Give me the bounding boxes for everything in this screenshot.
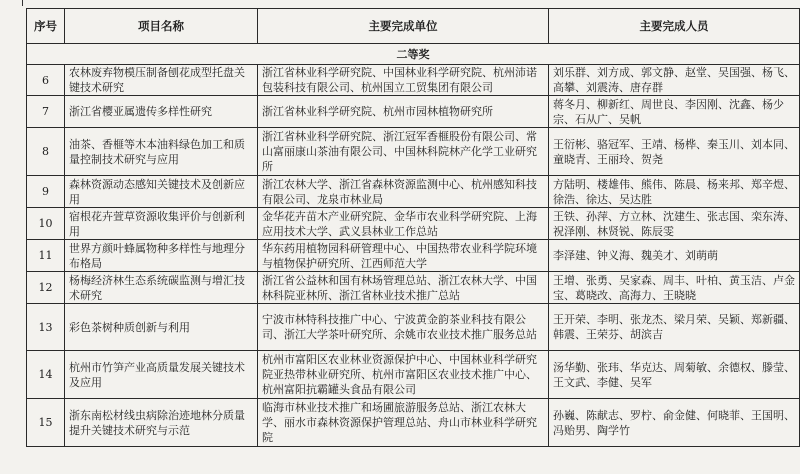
row-people: 王铁、孙萍、方立林、沈建生、张志国、栾东涛、祝泽刚、林贤锐、陈辰雯 [549,208,800,240]
section-title: 二等奖 [27,44,800,65]
table-row [27,304,800,351]
row-units: 浙江省林业科学研究院、中国林业科学研究院、杭州沛诺包装科技有限公司、杭州国立工贸集团有限公司 [258,65,549,96]
row-index: 14 [27,351,65,399]
row-index: 12 [27,272,65,304]
row-people: 孙巍、陈献志、罗柠、俞金健、何晓菲、王国明、冯贻男、陶学竹 [549,399,800,447]
row-index: 7 [27,96,65,128]
row-index: 11 [27,240,65,272]
row-project: 宿根花卉萱草资源收集评价与创新利用 [65,208,258,240]
row-project: 杭州市竹笋产业高质量发展关键技术及应用 [65,351,258,399]
row-people: 王衍彬、骆冠军、王靖、杨桦、秦玉川、刘本同、童晓青、王丽玲、贺尧 [549,128,800,176]
table-row [27,65,800,96]
row-units: 宁波市林特科技推广中心、宁波黄金韵茶业科技有限公司、浙江大学茶叶研究所、余姚市农业技术推广服务总站 [258,304,549,351]
table-header-row [27,9,800,44]
table-row [27,351,800,399]
row-index: 10 [27,208,65,240]
row-people: 李泽建、钟义海、魏美才、刘萌萌 [549,240,800,272]
row-project: 彩色茶树种质创新与利用 [65,304,258,351]
row-units: 华东药用植物园科研管理中心、中国热带农业科学院环境与植物保护研究所、江西师范大学 [258,240,549,272]
row-index: 6 [27,65,65,96]
row-people: 王开荣、李明、张龙杰、梁月荣、吴颖、郑新疆、韩震、王荣芬、胡滨吉 [549,304,800,351]
table-row [27,208,800,240]
scan-edge-mark [22,0,23,6]
row-project: 油茶、香榧等木本油料绿色加工和质量控制技术研究与应用 [65,128,258,176]
row-people: 蒋冬月、柳新红、周世良、李因刚、沈鑫、杨少宗、石从广、吴帆 [549,96,800,128]
row-units: 浙江省林业科学研究院、浙江冠军香榧股份有限公司、常山富丽康山茶油有限公司、中国林科院林产化学工业研究所 [258,128,549,176]
header-index: 序号 [27,9,65,44]
row-index: 15 [27,399,65,447]
row-people: 王增、张勇、吴家森、周丰、叶柏、黄玉洁、卢金宝、葛晓改、高海力、王晓晓 [549,272,800,304]
row-project: 世界方颜叶蜂属物种多样性与地理分布格局 [65,240,258,272]
row-units: 杭州市富阳区农业林业资源保护中心、中国林业科学研究院亚热带林业研究所、杭州市富阳区农业技术推广中心、杭州富阳抗霸罐头食品有限公司 [258,351,549,399]
row-people: 方陆明、楼雄伟、熊伟、陈晨、杨来邦、郑辛煜、徐浩、徐达、吴达胜 [549,176,800,208]
section-row [27,44,800,65]
row-index: 8 [27,128,65,176]
row-people: 汤华勤、张玮、华克达、周菊敏、余德权、滕莹、王文武、李健、吴军 [549,351,800,399]
row-units: 金华花卉苗木产业研究院、金华市农业科学研究院、上海应用技术大学、武义县林业工作总站 [258,208,549,240]
row-index: 13 [27,304,65,351]
table-row [27,96,800,128]
row-people: 刘乐群、刘方成、郭文静、赵堂、吴国强、杨飞、高攀、刘震涛、唐存群 [549,65,800,96]
table-row [27,176,800,208]
row-project: 农林废弃物模压制备刨花成型托盘关键技术研究 [65,65,258,96]
table-row [27,128,800,176]
table-row [27,240,800,272]
row-units: 临海市林业技术推广和场圃旅游服务总站、浙江农林大学、丽水市森林资源保护管理总站、舟山市林业科学研究院 [258,399,549,447]
row-index: 9 [27,176,65,208]
table-row [27,399,800,447]
header-people: 主要完成人员 [549,9,800,44]
header-units: 主要完成单位 [258,9,549,44]
table-row [27,272,800,304]
award-table [26,8,800,447]
row-project: 森林资源动态感知关键技术及创新应用 [65,176,258,208]
row-units: 浙江省林业科学研究院、杭州市园林植物研究所 [258,96,549,128]
row-units: 浙江省公益林和国有林场管理总站、浙江农林大学、中国林科院亚林所、浙江省林业技术推广总站 [258,272,549,304]
row-project: 浙东南松材线虫病除治迹地林分质量提升关键技术研究与示范 [65,399,258,447]
header-project: 项目名称 [65,9,258,44]
row-units: 浙江农林大学、浙江省森林资源监测中心、杭州感知科技有限公司、龙泉市林业局 [258,176,549,208]
row-project: 杨梅经济林生态系统碳监测与增汇技术研究 [65,272,258,304]
row-project: 浙江省樱亚属遗传多样性研究 [65,96,258,128]
